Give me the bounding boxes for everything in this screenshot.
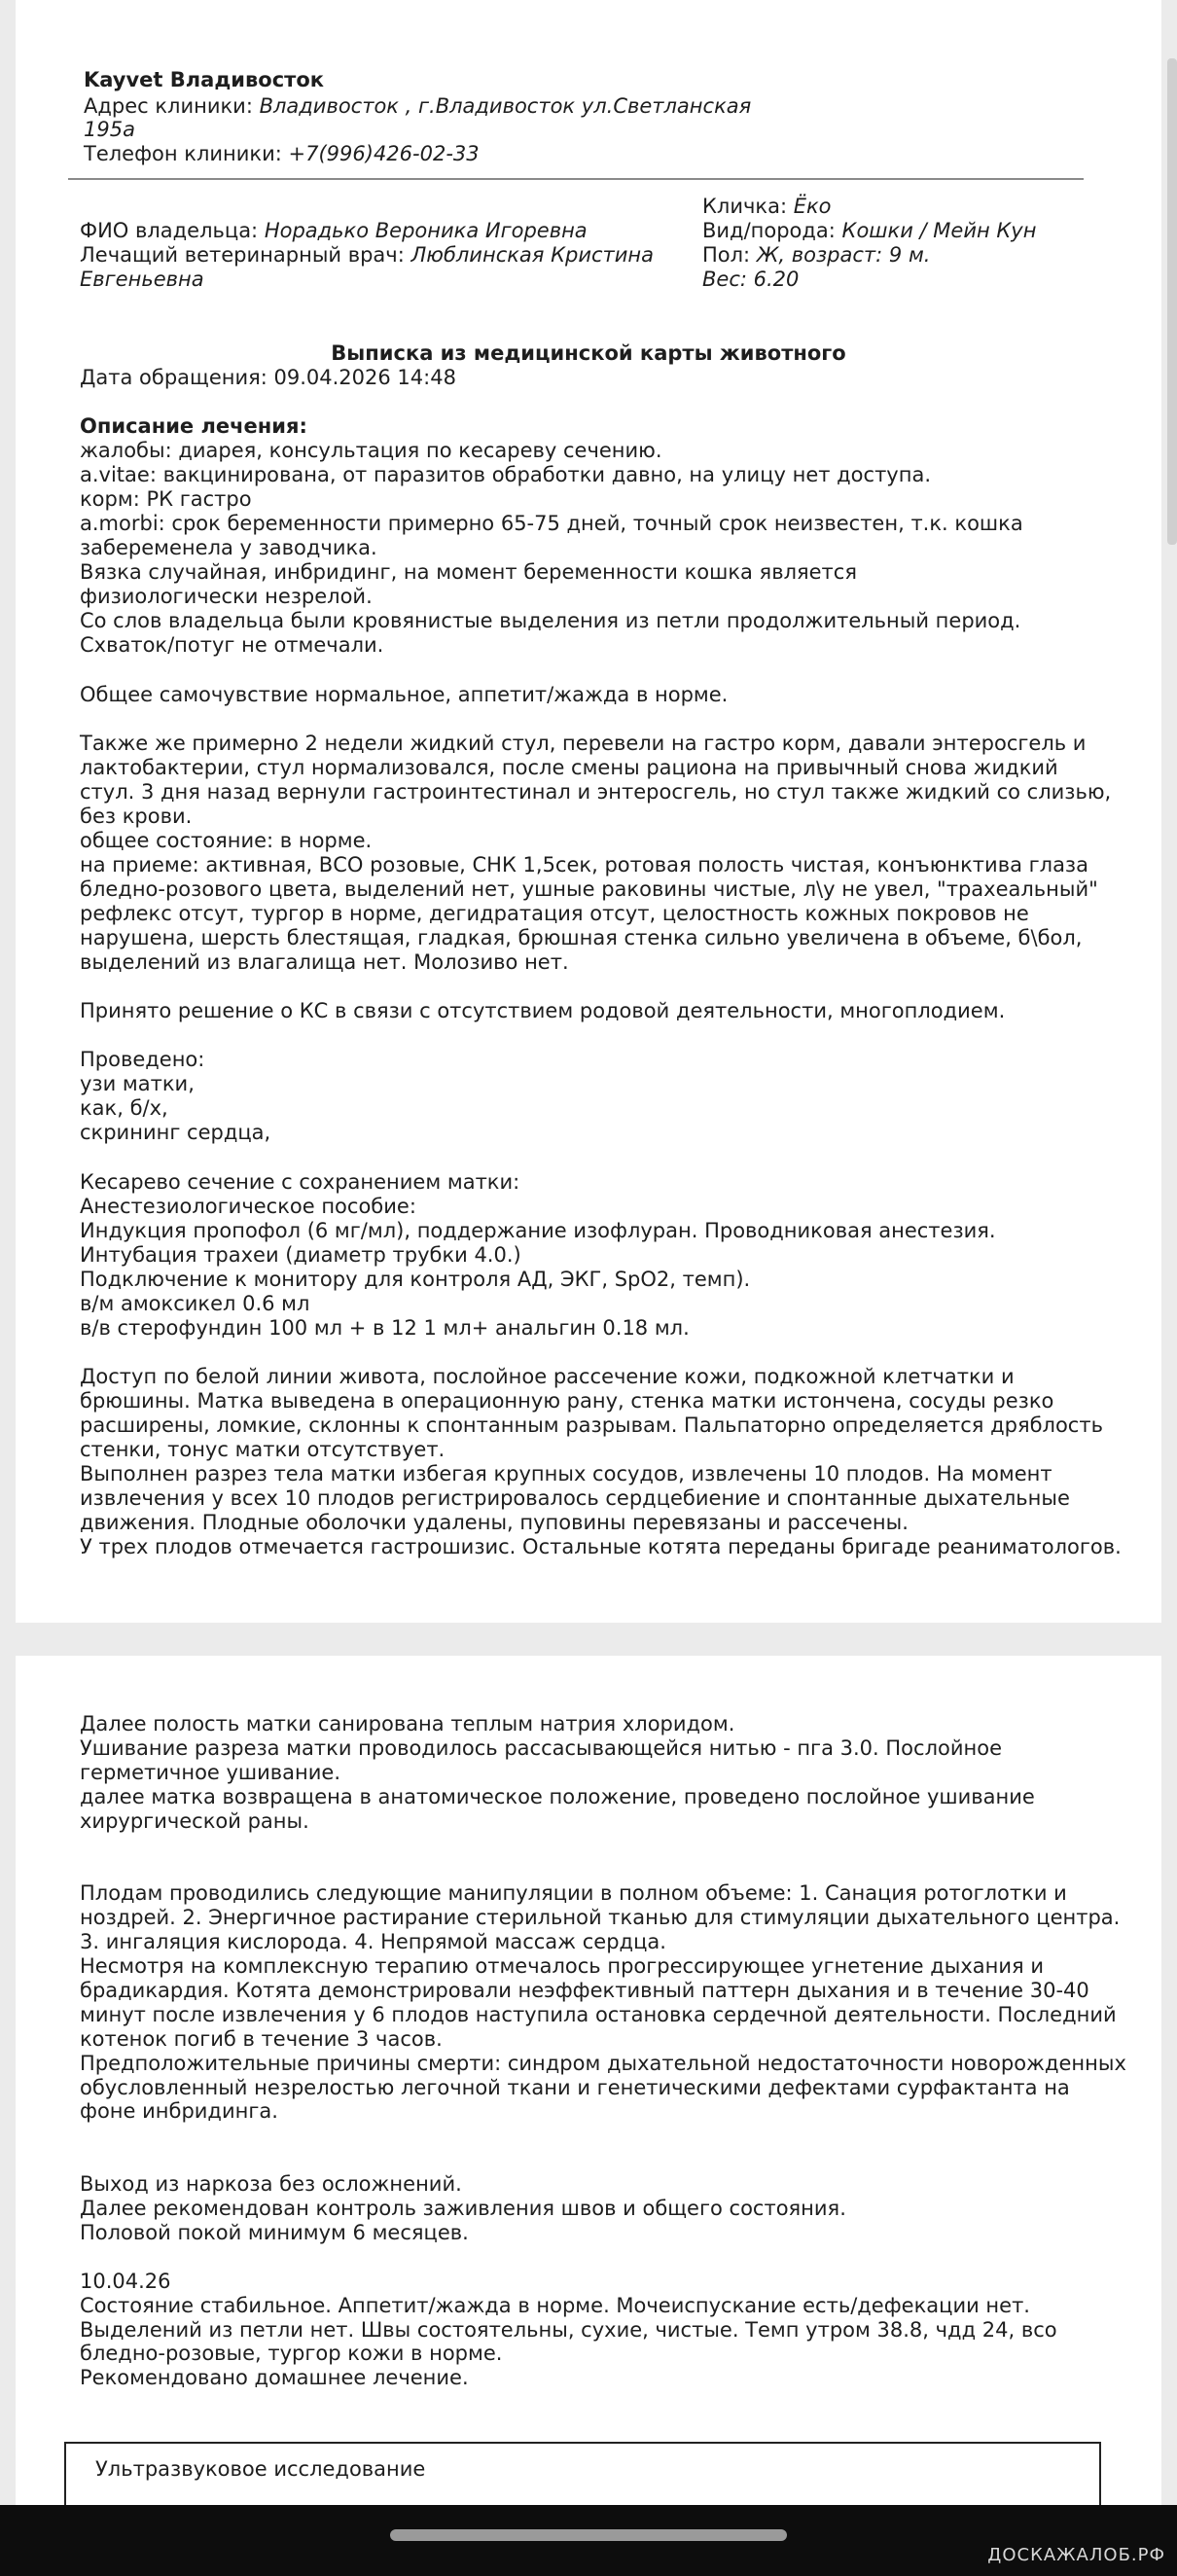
text-line: хирургической раны. xyxy=(80,1808,309,1833)
text-line: лактобактерии, стул нормализовался, после смены рациона на привычный снова жидкий xyxy=(80,755,1058,779)
text-line: Состояние стабильное. Аппетит/жажда в норме. Мочеиспускание есть/дефекации нет. xyxy=(80,2293,1030,2317)
text-line: Ушивание разреза матки проводилось рассасывающейся нитью - пга 3.0. Послойное xyxy=(80,1735,1002,1760)
text-line: У трех плодов отмечается гастрошизис. Остальные котята переданы бригаде реаниматологов. xyxy=(80,1535,1122,1559)
patient-nickname xyxy=(702,195,832,219)
text-line: Со слов владельца были кровянистые выделения из петли продолжительный период. xyxy=(80,609,1021,633)
text-line: узи матки, xyxy=(80,1072,195,1096)
patient-nickname-label: Кличка: xyxy=(702,195,794,218)
treatment-heading: Описание лечения: xyxy=(80,414,307,438)
visit-date: Дата обращения: 09.04.2026 14:48 xyxy=(80,366,456,389)
patient-breed-value: Кошки / Мейн Кун xyxy=(841,219,1037,242)
text-line: на приеме: активная, ВСО розовые, СНК 1,5сек, ротовая полость чистая, конъюнктива глаза xyxy=(80,852,1088,877)
text-line: 3. ингаляция кислорода. 4. Непрямой массаж сердца. xyxy=(80,1930,666,1954)
text-line: Далее полость матки санирована теплым натрия хлоридом. xyxy=(80,1712,735,1735)
text-line: Принято решение о КС в связи с отсутствием родовой деятельности, многоплодием. xyxy=(80,999,1006,1023)
text-line: Выделений из петли нет. Швы состоятельны, сухие, чистые. Темп утром 38.8, чдд 24, всо xyxy=(80,2317,1057,2342)
vet-name-line2: Евгеньевна xyxy=(80,268,204,291)
text-line: Рекомендовано домашнее лечение. xyxy=(80,2366,469,2390)
text-line: скрининг сердца, xyxy=(80,1121,271,1145)
clinic-address-label: Адрес клиники: xyxy=(84,94,260,118)
patient-weight-value: 6.20 xyxy=(753,268,800,291)
home-indicator[interactable] xyxy=(390,2529,787,2541)
clinic-address-value: Владивосток , г.Владивосток ул.Светланская xyxy=(259,94,752,118)
text-line: фоне инбридинга. xyxy=(80,2099,278,2124)
text-line: 10.04.26 xyxy=(80,2269,171,2293)
header-divider xyxy=(68,178,1084,180)
patient-breed xyxy=(702,219,1036,243)
clinic-name: Kayvet Владивосток xyxy=(84,68,325,91)
text-line: бледно-розовые, тургор кожи в норме. xyxy=(80,2342,503,2366)
patient-sex-age xyxy=(702,243,930,268)
text-line: a.morbi: срок беременности примерно 65-75 дней, точный срок неизвестен, т.к. кошка xyxy=(80,512,1023,536)
text-line: Далее рекомендован контроль заживления швов и общего состояния. xyxy=(80,2197,846,2220)
patient-weight-label: Вес: xyxy=(702,268,754,291)
text-line: Индукция пропофол (6 мг/мл), поддержание изофлуран. Проводниковая анестезия. xyxy=(80,1218,996,1242)
clinic-phone-label: Телефон клиники: xyxy=(84,142,289,165)
text-line: ноздрей. 2. Энергичное растирание стерильной тканью для стимуляции дыхательного центра. xyxy=(80,1906,1121,1930)
text-line: далее матка возвращена в анатомическое положение, проведено послойное ушивание xyxy=(80,1784,1035,1808)
text-line: бледно-розового цвета, выделений нет, ушные раковины чистые, л\у не увел, "трахеальный" xyxy=(80,877,1098,901)
clinic-address xyxy=(84,94,751,119)
text-line: Схваток/потуг не отмечали. xyxy=(80,633,384,658)
patient-weight xyxy=(702,268,799,292)
text-line: движения. Плодные оболочки удалены, пуповины перевязаны и рассечены. xyxy=(80,1511,909,1535)
vet-info xyxy=(80,243,654,268)
text-line: общее состояние: в норме. xyxy=(80,828,373,852)
text-line: нарушена, шерсть блестящая, гладкая, брюшная стенка сильно увеличена в объеме, б\бол, xyxy=(80,926,1083,949)
vet-name: Люблинская Кристина xyxy=(410,243,655,267)
text-line: рефлекс отсут, тургор в норме, дегидратация отсут, целостность кожных покровов не xyxy=(80,901,1029,925)
owner-name: Норадько Вероника Игоревна xyxy=(264,219,588,242)
text-line: без крови. xyxy=(80,804,193,828)
text-line: расширены, ломкие, склонны к спонтанным разрывам. Пальпаторно определяется дряблость xyxy=(80,1413,1103,1437)
owner-label: ФИО владельца: xyxy=(80,219,265,242)
text-line: стенки, тонус матки отсутствует. xyxy=(80,1438,446,1462)
clinic-phone xyxy=(84,142,480,166)
clinic-phone-value: +7(996)426-02-33 xyxy=(288,142,480,165)
ultrasound-title: Ультразвуковое исследование xyxy=(95,2457,426,2481)
patient-sex-age-value: Ж, возраст: 9 м. xyxy=(756,243,931,267)
text-line: Подключение к монитору для контроля АД, ЭКГ, SpO2, темп). xyxy=(80,1267,751,1291)
scrollbar[interactable] xyxy=(1167,58,1177,545)
text-line: Вязка случайная, инбридинг, на момент беременности кошка является xyxy=(80,560,857,585)
text-line: в/в стерофундин 100 мл + в 12 1 мл+ анальгин 0.18 мл. xyxy=(80,1315,690,1340)
text-line: в/м амоксикел 0.6 мл xyxy=(80,1291,310,1315)
text-line: Также же примерно 2 недели жидкий стул, перевели на гастро корм, давали энтеросгель и xyxy=(80,731,1087,755)
text-line: Интубация трахеи (диаметр трубки 4.0.) xyxy=(80,1242,521,1267)
text-line: герметичное ушивание. xyxy=(80,1760,341,1784)
text-line: брадикардия. Котята демонстрировали неэффективный паттерн дыхания и в течение 30-40 xyxy=(80,1978,1089,2002)
text-line: Проведено: xyxy=(80,1048,205,1072)
text-line: корм: РК гастро xyxy=(80,487,252,512)
text-line: брюшины. Матка выведена в операционную рану, стенка матки истончена, сосуды резко xyxy=(80,1388,1054,1413)
text-line: физиологически незрелой. xyxy=(80,585,373,609)
text-line: котенок погиб в течение 3 часов. xyxy=(80,2026,443,2051)
text-line: жалобы: диарея, консультация по кесареву сечению. xyxy=(80,439,662,462)
text-line: Доступ по белой линии живота, послойное рассечение кожи, подкожной клетчатки и xyxy=(80,1364,1015,1388)
watermark: ДОСКАЖАЛОБ.РФ xyxy=(987,2545,1165,2565)
patient-sex-label: Пол: xyxy=(702,243,757,267)
text-line: Предположительные причины смерти: синдром дыхательной недостаточности новорожденных xyxy=(80,2051,1126,2075)
text-line: Общее самочувствие нормальное, аппетит/жажда в норме. xyxy=(80,682,729,706)
owner-info xyxy=(80,219,588,243)
text-line: извлечения у всех 10 плодов регистрировалось сердцебиение и спонтанные дыхательные xyxy=(80,1486,1070,1511)
text-line: Выполнен разрез тела матки избегая крупных сосудов, извлечены 10 плодов. На момент xyxy=(80,1462,1052,1486)
text-line: Анестезиологическое пособие: xyxy=(80,1194,416,1218)
text-line: обусловленный незрелостью легочной ткани и генетическими дефектами сурфактанта на xyxy=(80,2075,1070,2099)
text-line: выделений из влагалища нет. Молозиво нет. xyxy=(80,950,569,975)
patient-breed-label: Вид/порода: xyxy=(702,219,842,242)
text-line: забеременела у заводчика. xyxy=(80,536,377,560)
clinic-address-line2: 195а xyxy=(84,118,135,141)
text-line: Несмотря на комплексную терапию отмечалось прогрессирующее угнетение дыхания и xyxy=(80,1954,1044,1978)
text-line: Половой покой минимум 6 месяцев. xyxy=(80,2220,469,2244)
text-line: Кесарево сечение с сохранением матки: xyxy=(80,1169,520,1194)
document-title: Выписка из медицинской карты животного xyxy=(331,341,846,365)
vet-label: Лечащий ветеринарный врач: xyxy=(80,243,411,267)
text-line: минут после извлечения у 6 плодов наступила остановка сердечной деятельности. Последний xyxy=(80,2002,1117,2026)
text-line: a.vitae: вакцинирована, от паразитов обработки давно, на улицу нет доступа. xyxy=(80,463,932,487)
patient-nickname-value: Ёко xyxy=(793,195,832,218)
text-line: Плодам проводились следующие манипуляции в полном объеме: 1. Санация ротоглотки и xyxy=(80,1881,1067,1906)
text-line: как, б/х, xyxy=(80,1096,168,1121)
text-line: Выход из наркоза без осложнений. xyxy=(80,2172,462,2197)
text-line: стул. 3 дня назад вернули гастроинтестинал и энтеросгель, но стул также жидкий со слизью, xyxy=(80,779,1112,804)
